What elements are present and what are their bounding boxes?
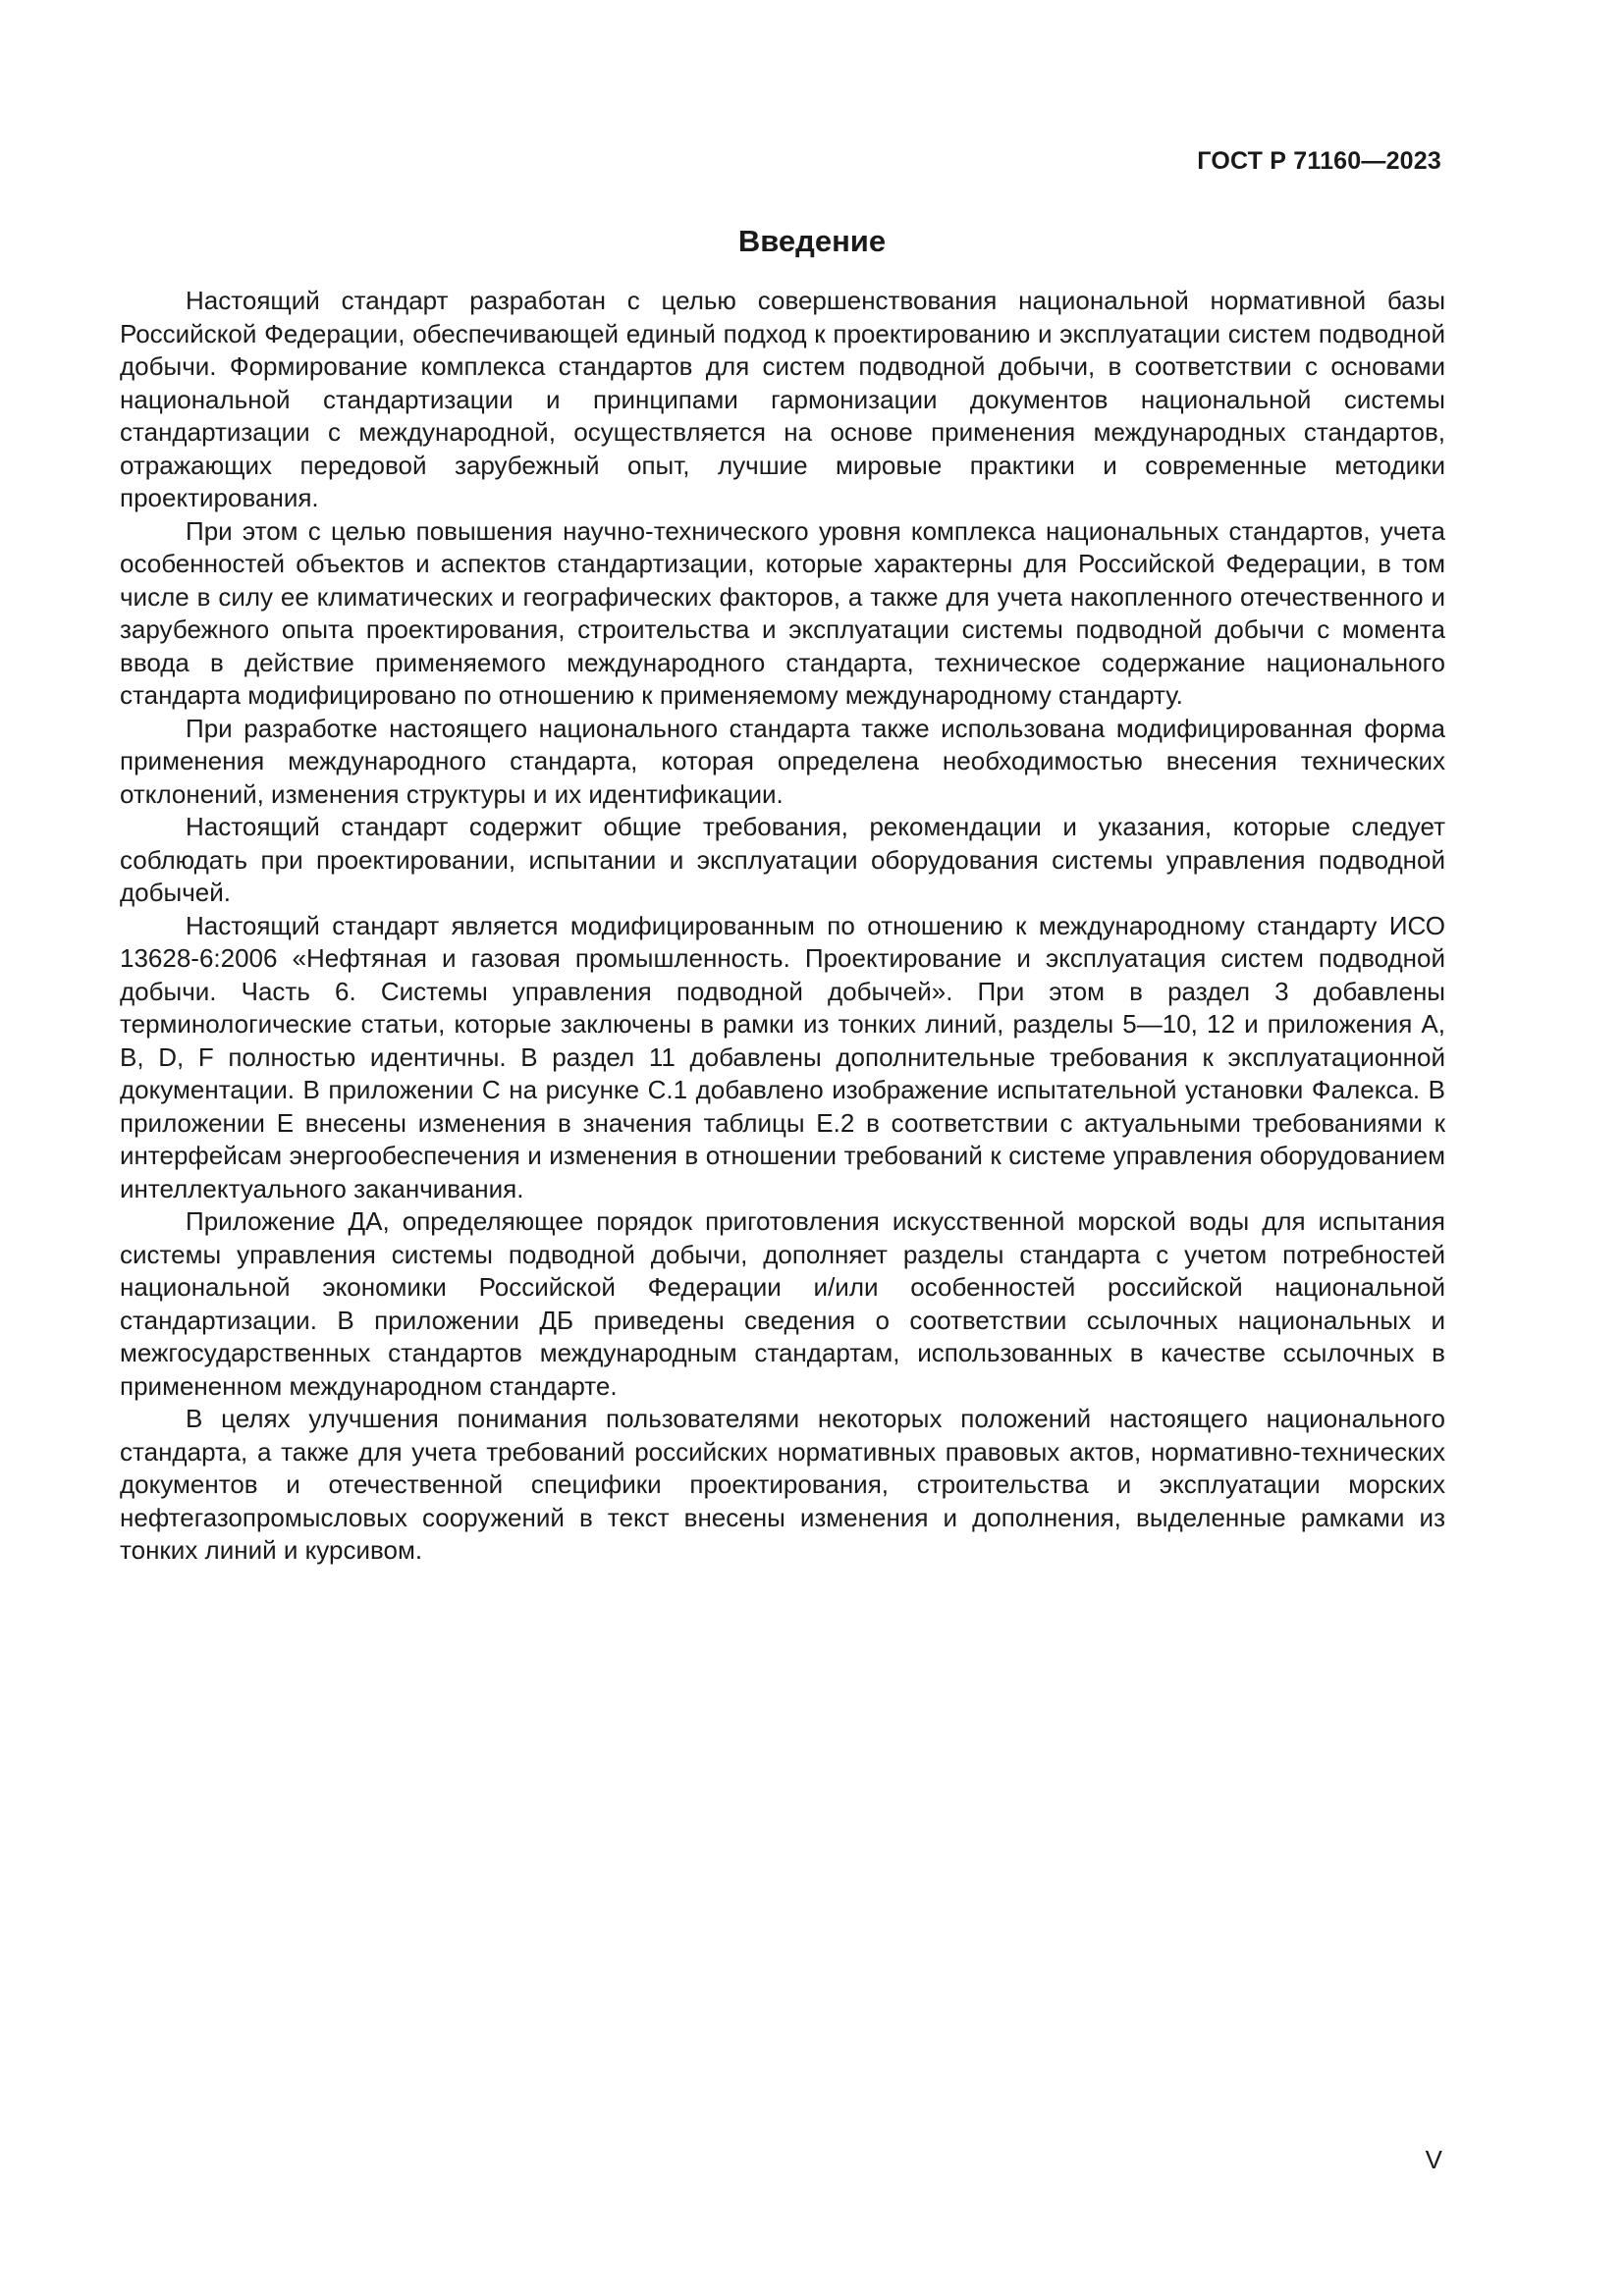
paragraph-7: В целях улучшения понимания пользователями некоторых положений настоящего национального стандарта, а также для учета требований российских нормативных правовых актов, нормативно-технических документов и отечественной специфики проектирования, строительства и эксплуатации морских нефтегазопромысловых сооружений в текст внесены изменения и дополнения, выделенные рамками из тонких линий и курсивом. xyxy=(120,1404,1445,1565)
paragraph-1: Настоящий стандарт разработан с целью совершенствования национальной нормативной базы Российской Федерации, обеспечивающей единый подход к проектированию и эксплуатации систем подводной добычи. Формирование комплекса стандартов для систем подводной добычи, в соответствии с основами национальной стандартизации и принципами гармонизации документов национальной системы стандартизации с международной, осуществляется на основе применения международных стандартов, отражающих передовой зарубежный опыт, лучшие мировые практики и современные методики проектирования. xyxy=(120,286,1445,512)
page-number: V xyxy=(1425,2145,1442,2174)
paragraph-5: Настоящий стандарт является модифицированным по отношению к международному стандарту ИСО 13628-6:2006 «Нефтяная и газовая промышленность. Проектирование и эксплуатация систем подводной добычи. Часть 6. Системы управления подводной добычей». При этом в раздел 3 добавлены терминологические статьи, которые заключены в рамки из тонких линий, разделы 5—10, 12 и приложения А, В, D, F полностью идентичны. В раздел 11 добавлены дополнительные требования к эксплуатационной документации. В приложении С на рисунке С.1 добавлено изображение испытательной установки Фалекса. В приложении Е внесены изменения в значения таблицы Е.2 в соответствии с актуальными требованиями к интерфейсам энергообеспечения и изменения в отношении требований к системе управления оборудованием интеллектуального заканчивания. xyxy=(120,910,1445,1203)
paragraph-6: Приложение ДА, определяющее порядок приготовления искусственной морской воды для испытания системы управления системы подводной добычи, дополняет разделы стандарта с учетом потребностей национальной экономики Российской Федерации и/или особенностей российской национальной стандартизации. В приложении ДБ приведены сведения о соответствии ссылочных национальных и межгосударственных стандартов международным стандартам, использованных в качестве ссылочных в примененном международном стандарте. xyxy=(120,1206,1445,1401)
paragraph-2: При этом с целью повышения научно-технического уровня комплекса национальных стандартов, учета особенностей объектов и аспектов стандартизации, которые характерны для Российской Федерации, в том числе в силу ее климатических и географических факторов, а также для учета накопленного отечественного и зарубежного опыта проектирования, строительства и эксплуатации системы подводной добычи с момента ввода в действие применяемого международного стандарта, техническое содержание национального стандарта модифицировано по отношению к применяемому международному стандарту. xyxy=(120,515,1445,710)
document-code-header: ГОСТ Р 71160—2023 xyxy=(1197,147,1441,175)
page-title: Введение xyxy=(737,224,887,258)
paragraph-3: При разработке настоящего национального стандарта также использована модифицированная форма применения международного стандарта, которая определена необходимостью внесения технических отклонений, изменения структуры и их идентификации. xyxy=(120,713,1445,809)
introduction-body xyxy=(120,285,1445,1568)
paragraph-4: Настоящий стандарт содержит общие требования, рекомендации и указания, которые следует соблюдать при проектировании, испытании и эксплуатации оборудования системы управления подводной добычей. xyxy=(120,812,1445,907)
